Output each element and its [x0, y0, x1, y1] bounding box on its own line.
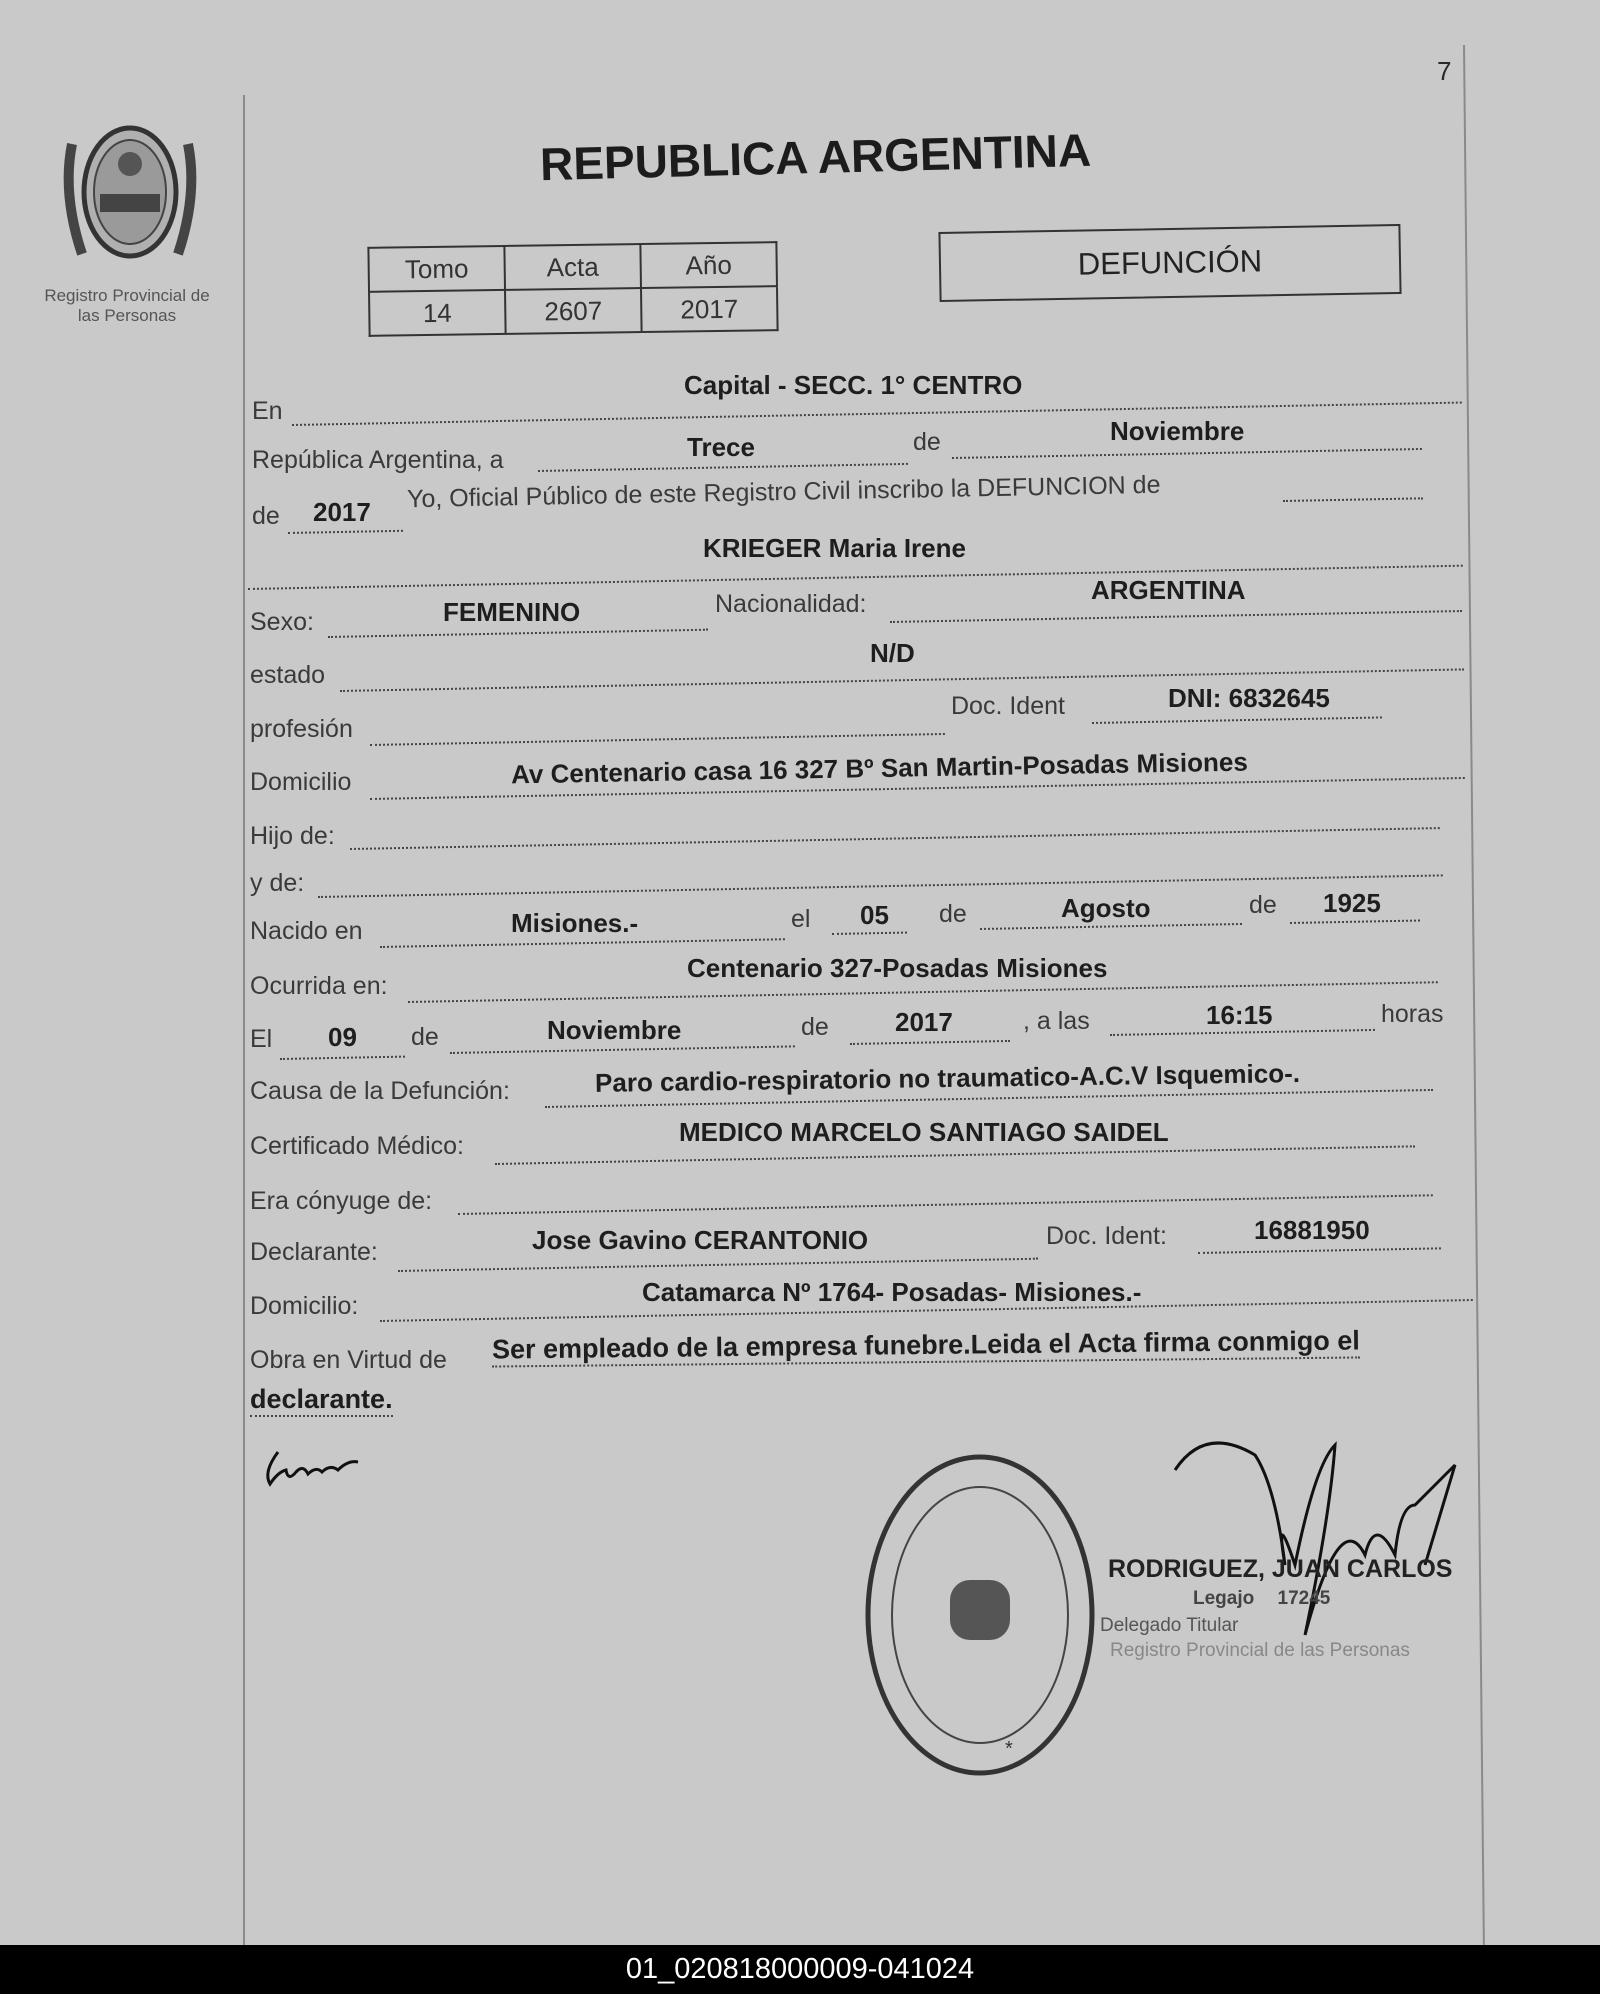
dotted-fill-line [398, 1258, 1038, 1272]
acta-header: Acta [504, 244, 641, 290]
causa-label: Causa de la Defunción: [250, 1077, 510, 1105]
dotted-fill-line [980, 923, 1242, 930]
de-label-3: de [939, 900, 967, 928]
de-label-5: de [411, 1023, 439, 1051]
seal-caption [22, 286, 232, 326]
ocurrida-label: Ocurrida en: [250, 972, 388, 1000]
nacido-label: Nacido en [250, 917, 363, 945]
causa-value: Paro cardio-respiratorio no traumatico-A.C.V Isquemico-. [594, 1058, 1301, 1098]
a-las-label: , a las [1023, 1007, 1090, 1035]
day-value: Trece [687, 432, 755, 462]
dotted-fill-line [1198, 1247, 1441, 1254]
dotted-fill-line [248, 565, 1463, 590]
dotted-fill-line [538, 463, 908, 472]
right-margin-line [1463, 45, 1485, 1945]
birth-year: 1925 [1323, 888, 1381, 918]
republica-label: República Argentina, a [252, 446, 504, 474]
domicilio-label: Domicilio [250, 768, 352, 796]
dotted-fill-line [408, 981, 1438, 1003]
page-number: 7 [1437, 56, 1452, 86]
official-stamp [855, 1450, 1105, 1785]
doc-ident-label: Doc. Ident [951, 692, 1065, 720]
death-month: Noviembre [547, 1015, 682, 1045]
profesion-label: profesión [250, 715, 353, 743]
decl-doc-value: 16881950 [1254, 1215, 1370, 1245]
y-de-label: y de: [250, 869, 305, 897]
estado-value: N/D [870, 638, 915, 668]
de-label-4: de [1249, 891, 1277, 919]
conyuge-label: Era cónyuge de: [250, 1187, 433, 1215]
nacido-value: Misiones.- [511, 908, 639, 938]
death-day: 09 [328, 1022, 357, 1052]
inscribo-text: Yo, Oficial Público de este Registro Civil inscribo la DEFUNCION de [406, 470, 1161, 514]
officer-name: RODRIGUEZ, JUAN CARLOS [1108, 1555, 1453, 1583]
dotted-fill-line [952, 448, 1422, 459]
declarante-value: Jose Gavino CERANTONIO [532, 1225, 869, 1255]
birth-day: 05 [860, 900, 889, 930]
ocurrida-value: Centenario 327-Posadas Misiones [687, 953, 1108, 983]
legajo-label: Legajo [1193, 1588, 1255, 1609]
dotted-fill-line [1092, 716, 1382, 724]
left-margin-line [243, 95, 245, 1945]
dotted-fill-line [458, 1194, 1433, 1215]
nacionalidad-value: ARGENTINA [1091, 575, 1246, 605]
dotted-fill-line [1290, 920, 1420, 924]
dotted-fill-line [370, 733, 945, 746]
sexo-value: FEMENINO [443, 597, 581, 627]
de-label-1: de [913, 428, 941, 456]
seal-caption-line1: Registro Provincial de [44, 286, 210, 305]
decl-doc-label: Doc. Ident: [1046, 1222, 1167, 1250]
dotted-fill-line [890, 610, 1462, 623]
register-table [367, 241, 778, 337]
dotted-fill-line [328, 629, 708, 638]
estado-label: estado [250, 661, 326, 689]
el-label: el [791, 905, 811, 933]
El-label: El [250, 1025, 273, 1053]
act-type-box: DEFUNCIÓN [938, 224, 1401, 302]
dotted-fill-line [380, 938, 785, 948]
hijo-de-label: Hijo de: [250, 822, 335, 850]
seal-caption-line2: las Personas [77, 306, 177, 325]
obra-value: Ser empleado de la empresa funebre.Leida el Acta firma conmigo el [492, 1325, 1360, 1367]
dotted-fill-line [832, 932, 907, 935]
dotted-fill-line [1283, 497, 1423, 502]
death-year: 2017 [895, 1007, 953, 1037]
declarante-label: Declarante: [250, 1238, 378, 1266]
birth-month: Agosto [1061, 893, 1151, 923]
de-label-2: de [252, 502, 280, 530]
dotted-fill-line [495, 1145, 1415, 1165]
officer-role: Delegado Titular [1100, 1615, 1239, 1636]
province-seal [62, 114, 198, 275]
month-value: Noviembre [1110, 416, 1245, 446]
initials-signature [258, 1442, 368, 1497]
certificado-label: Certificado Médico: [250, 1132, 464, 1160]
dotted-fill-line [350, 827, 1440, 850]
dotted-fill-line [850, 1040, 1010, 1045]
de-label-6: de [801, 1013, 829, 1041]
horas-label: horas [1381, 1000, 1444, 1028]
year-value: 2017 [313, 497, 371, 527]
svg-text:*: * [1005, 1738, 1013, 1760]
obra-value-2: declarante. [250, 1384, 393, 1417]
file-id-footer: 01_020818000009-041024 [0, 1945, 1600, 1994]
officer-office: Registro Provincial de las Personas [1110, 1640, 1410, 1661]
decl-domicilio-value: Catamarca Nº 1764- Posadas- Misiones.- [642, 1277, 1142, 1307]
acta-value: 2607 [505, 288, 642, 334]
nacionalidad-label: Nacionalidad: [715, 590, 867, 618]
tomo-header: Tomo [368, 246, 505, 292]
certificado-value: MEDICO MARCELO SANTIAGO SAIDEL [679, 1117, 1169, 1147]
deceased-name: KRIEGER Maria Irene [703, 533, 966, 563]
tomo-value: 14 [369, 290, 506, 336]
document-title: REPUBLICA ARGENTINA [539, 123, 1092, 191]
dotted-fill-line [288, 530, 403, 534]
decl-domicilio-label: Domicilio: [250, 1292, 359, 1320]
anio-value: 2017 [641, 286, 778, 332]
anio-header: Año [640, 242, 777, 288]
domicilio-value: Av Centenario casa 16 327 Bº San Martin-Posadas Misiones [510, 746, 1249, 790]
officer-legajo [1193, 1588, 1330, 1610]
dotted-fill-line [292, 402, 1462, 426]
legajo-value: 17245 [1277, 1588, 1331, 1609]
doc-ident-value: DNI: 6832645 [1168, 683, 1330, 713]
dotted-fill-line [450, 1045, 795, 1054]
sexo-label: Sexo: [250, 608, 314, 636]
en-value: Capital - SECC. 1° CENTRO [684, 370, 1023, 400]
death-time: 16:15 [1206, 1000, 1273, 1030]
dotted-fill-line [280, 1056, 405, 1060]
en-label: En [252, 397, 283, 425]
obra-label: Obra en Virtud de [250, 1346, 447, 1374]
